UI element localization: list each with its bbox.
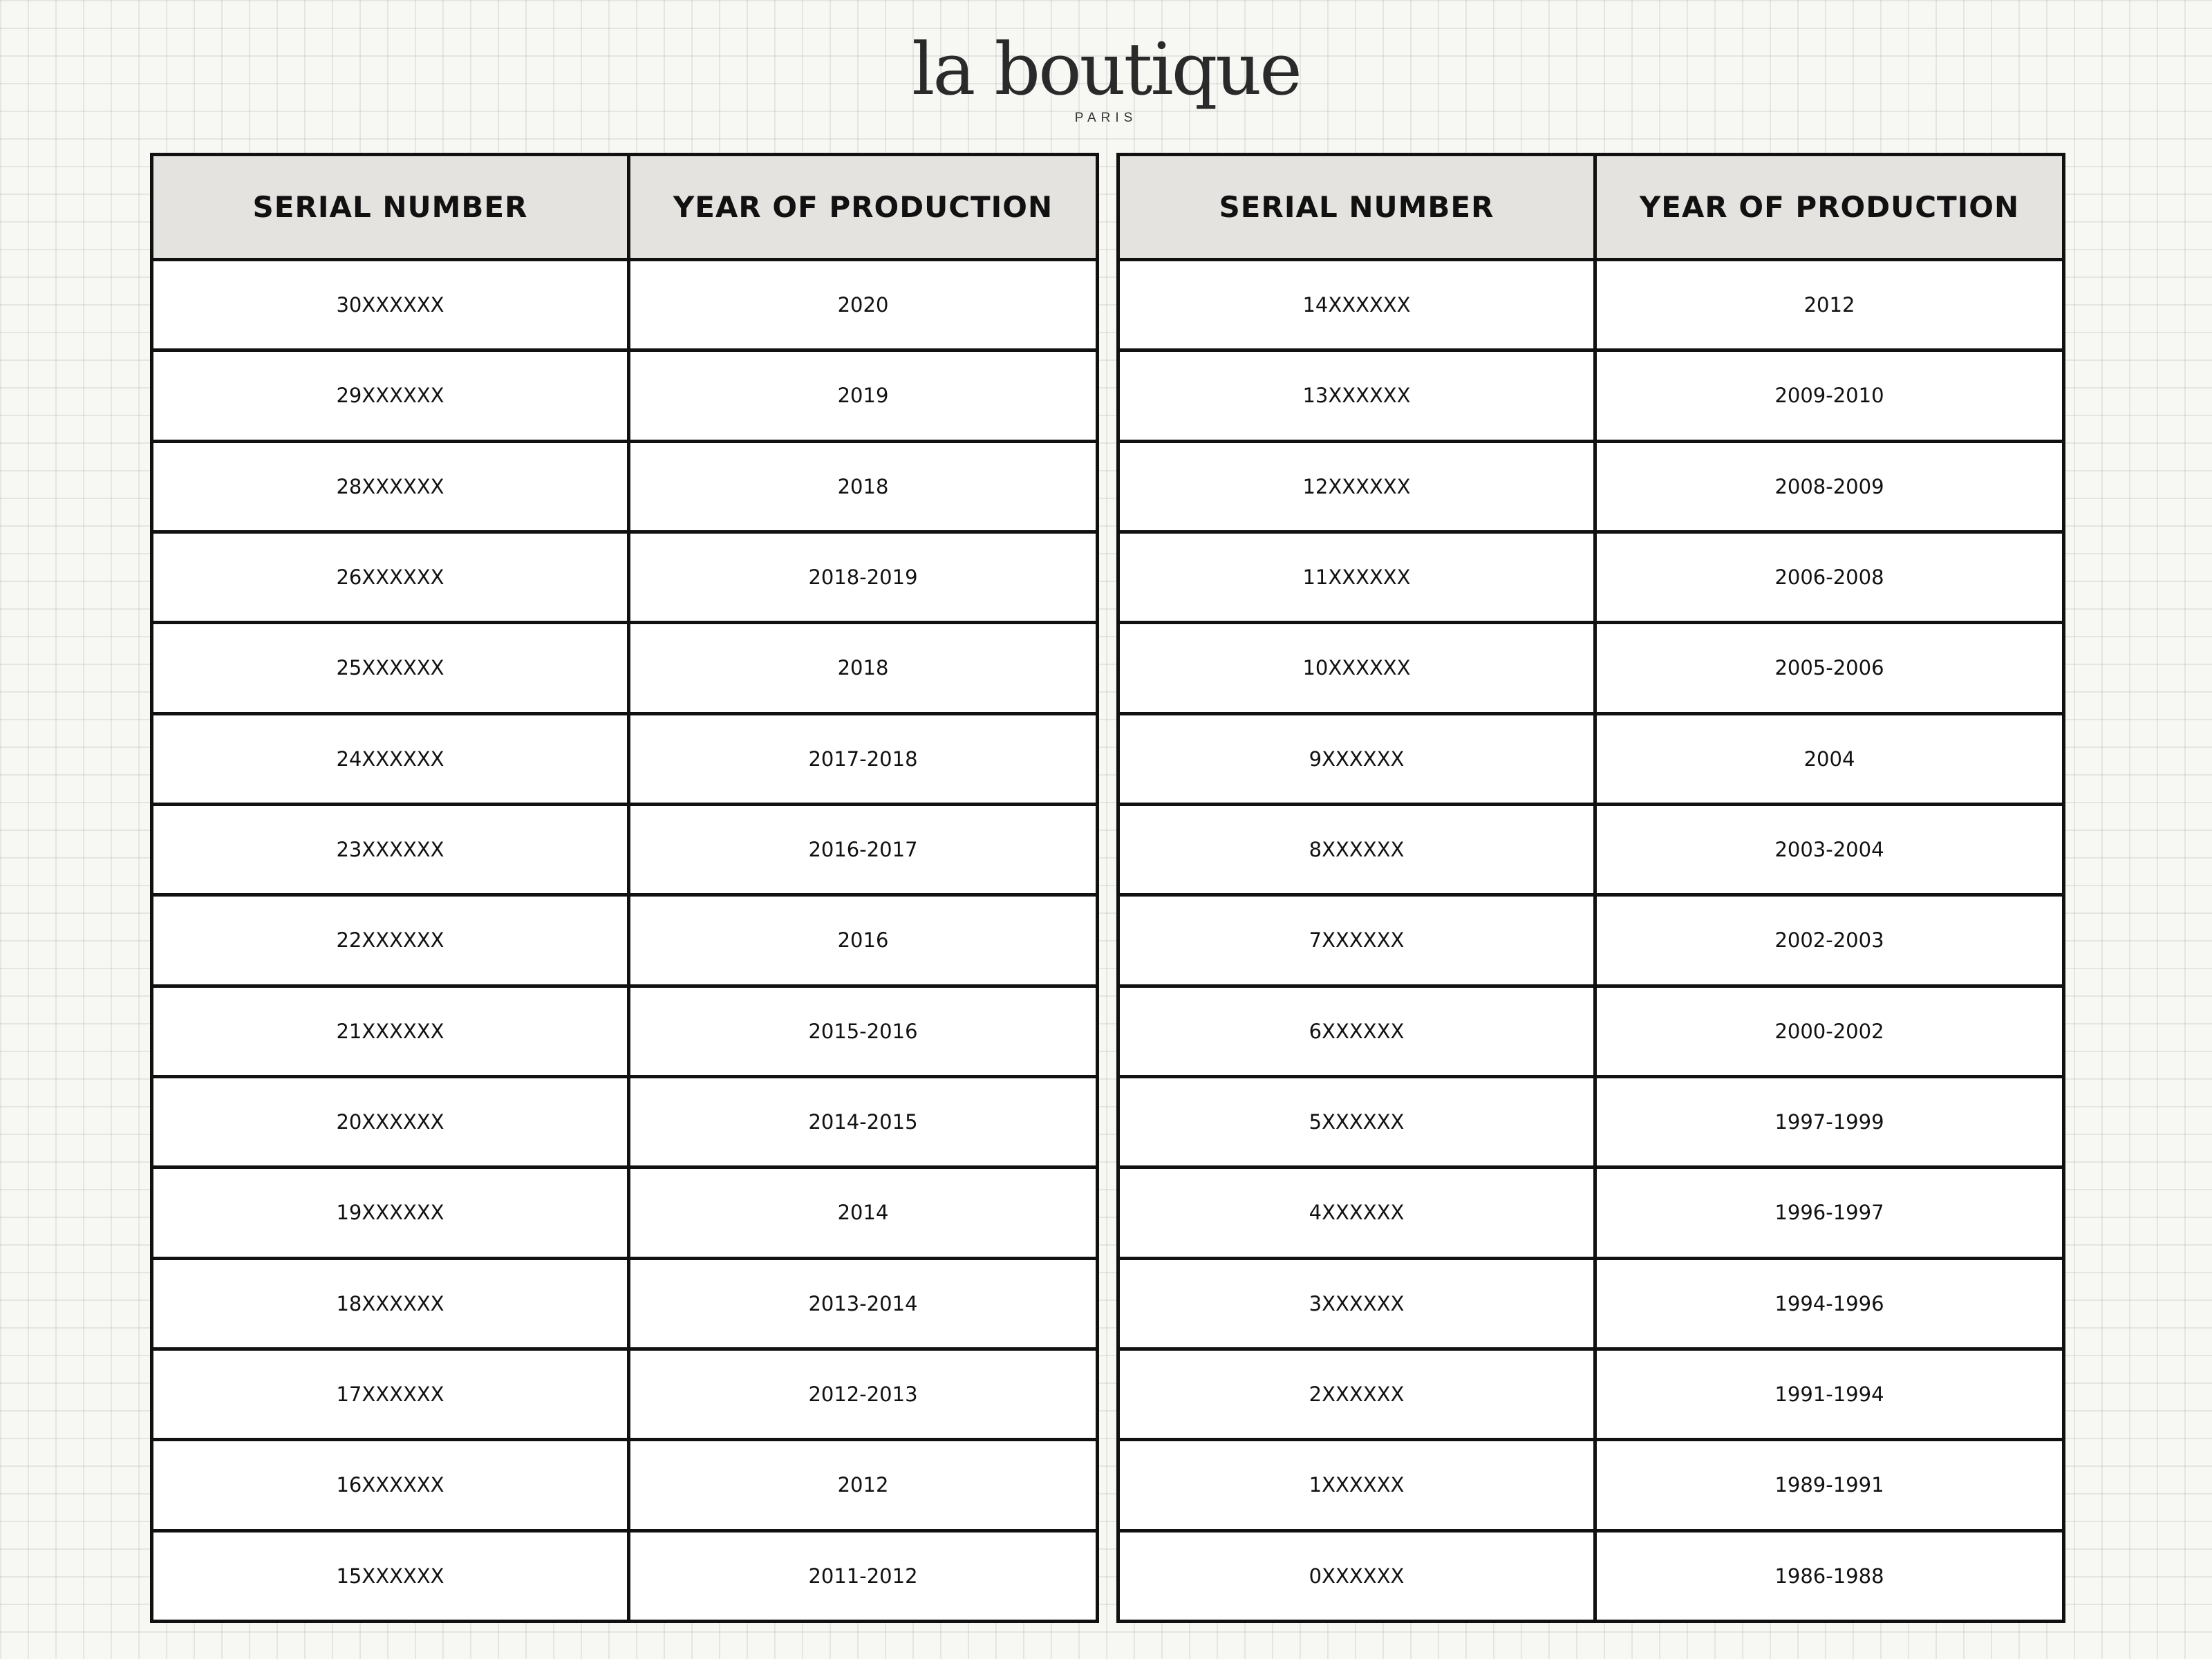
serial-cell: 15XXXXXX [152,1530,629,1621]
year-cell: 2019 [629,350,1098,441]
table-row [1118,1440,2064,1530]
table-row [152,1168,1098,1258]
table-row [152,260,1098,350]
serial-cell: 25XXXXXX [152,623,629,713]
table-row [152,1440,1098,1530]
table-body [1118,260,2064,1622]
year-cell: 2000-2002 [1595,986,2064,1076]
year-of-production-header: YEAR OF PRODUCTION [629,155,1098,260]
year-cell: 1989-1991 [1595,1440,2064,1530]
table-header-row [152,155,1098,260]
serial-cell: 10XXXXXX [1118,623,1595,713]
year-cell: 2008-2009 [1595,441,2064,532]
table-row [1118,1258,2064,1349]
year-cell: 2011-2012 [629,1530,1098,1621]
serial-cell: 2XXXXXX [1118,1349,1595,1439]
table-row [152,532,1098,622]
table-row [152,350,1098,441]
year-cell: 2015-2016 [629,986,1098,1076]
serial-cell: 14XXXXXX [1118,260,1595,350]
year-cell: 1994-1996 [1595,1258,2064,1349]
serial-cell: 7XXXXXX [1118,895,1595,986]
serial-cell: 6XXXXXX [1118,986,1595,1076]
year-cell: 2014 [629,1168,1098,1258]
serial-cell: 28XXXXXX [152,441,629,532]
table-row [152,1530,1098,1621]
serial-cell: 11XXXXXX [1118,532,1595,622]
table-row [152,713,1098,804]
year-cell: 2020 [629,260,1098,350]
serial-cell: 30XXXXXX [152,260,629,350]
serial-cell: 19XXXXXX [152,1168,629,1258]
table-header-row [1118,155,2064,260]
year-cell: 2012-2013 [629,1349,1098,1439]
serial-cell: 3XXXXXX [1118,1258,1595,1349]
table-row [1118,350,2064,441]
table-row [152,895,1098,986]
table-row [1118,986,2064,1076]
year-cell: 2005-2006 [1595,623,2064,713]
serial-cell: 18XXXXXX [152,1258,629,1349]
table-row [1118,1530,2064,1621]
year-of-production-header: YEAR OF PRODUCTION [1595,155,2064,260]
table-row [1118,260,2064,350]
year-cell: 2012 [1595,260,2064,350]
table-row [1118,441,2064,532]
year-cell: 2009-2010 [1595,350,2064,441]
serial-cell: 13XXXXXX [1118,350,1595,441]
year-cell: 1997-1999 [1595,1076,2064,1167]
serial-cell: 17XXXXXX [152,1349,629,1439]
serial-cell: 20XXXXXX [152,1076,629,1167]
serial-cell: 12XXXXXX [1118,441,1595,532]
table-row [152,441,1098,532]
year-cell: 1991-1994 [1595,1349,2064,1439]
year-cell: 2017-2018 [629,713,1098,804]
year-cell: 2004 [1595,713,2064,804]
serial-cell: 9XXXXXX [1118,713,1595,804]
serial-cell: 16XXXXXX [152,1440,629,1530]
table-row [1118,1349,2064,1439]
year-cell: 2018 [629,623,1098,713]
brand-name: la boutique [912,27,1300,111]
year-cell: 2016-2017 [629,804,1098,894]
serial-cell: 23XXXXXX [152,804,629,894]
table-row [152,1258,1098,1349]
table-row [1118,532,2064,622]
serial-cell: 29XXXXXX [152,350,629,441]
table-row [152,804,1098,894]
table-row [1118,713,2064,804]
year-cell: 1986-1988 [1595,1530,2064,1621]
serial-cell: 1XXXXXX [1118,1440,1595,1530]
year-cell: 2014-2015 [629,1076,1098,1167]
table-row [1118,623,2064,713]
table-row [1118,804,2064,894]
year-cell: 2016 [629,895,1098,986]
serial-cell: 26XXXXXX [152,532,629,622]
year-cell: 2003-2004 [1595,804,2064,894]
year-cell: 2013-2014 [629,1258,1098,1349]
serial-cell: 21XXXXXX [152,986,629,1076]
year-cell: 2018 [629,441,1098,532]
serial-number-header: SERIAL NUMBER [152,155,629,260]
serial-cell: 8XXXXXX [1118,804,1595,894]
year-cell: 2018-2019 [629,532,1098,622]
year-cell: 2012 [629,1440,1098,1530]
serial-cell: 4XXXXXX [1118,1168,1595,1258]
table-row [152,986,1098,1076]
table-row [1118,895,2064,986]
table-body [152,260,1098,1622]
serial-cell: 0XXXXXX [1118,1530,1595,1621]
serial-table-left [150,153,1096,1623]
serial-cell: 5XXXXXX [1118,1076,1595,1167]
table-row [152,1349,1098,1439]
serial-cell: 24XXXXXX [152,713,629,804]
serial-number-header: SERIAL NUMBER [1118,155,1595,260]
serial-cell: 22XXXXXX [152,895,629,986]
brand-city: PARIS [1074,111,1138,125]
year-cell: 1996-1997 [1595,1168,2064,1258]
table-row [152,1076,1098,1167]
serial-table-right [1116,153,2062,1623]
brand-logo [899,28,1313,126]
year-cell: 2002-2003 [1595,895,2064,986]
table-row [1118,1076,2064,1167]
table-row [1118,1168,2064,1258]
table-row [152,623,1098,713]
year-cell: 2006-2008 [1595,532,2064,622]
